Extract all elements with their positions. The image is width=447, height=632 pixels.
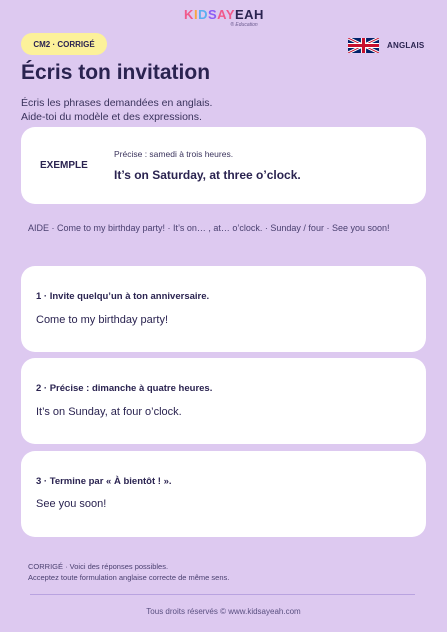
logo-wordmark: KIDSAYEAH	[184, 7, 264, 22]
answer-field-2[interactable]: It’s on Sunday, at four o’clock.	[36, 406, 182, 418]
instructions	[21, 96, 212, 124]
answer-key-note	[28, 561, 229, 583]
answer-field-3[interactable]: See you soon!	[36, 498, 107, 510]
instruction-line: Écris les phrases demandées en anglais.	[21, 97, 213, 109]
question-card-2	[21, 358, 426, 444]
uk-flag-icon	[348, 38, 379, 53]
question-label-1: 1 · Invite quelqu’un à ton anniversaire.	[36, 291, 210, 302]
level-badge: CM2 · CORRIGÉ	[21, 33, 107, 55]
answer-key-line: CORRIGÉ · Voici des réponses possibles.	[28, 562, 169, 571]
copyright-footer: Tous droits réservés © www.kidsayeah.com	[146, 607, 301, 616]
example-label: EXEMPLE	[40, 160, 88, 171]
question-card-1	[21, 266, 426, 352]
page-title: Écris ton invitation	[21, 61, 211, 84]
question-label-2: 2 · Précise : dimanche à quatre heures.	[36, 383, 213, 394]
example-hint: Précise : samedi à trois heures.	[114, 149, 234, 159]
help-expressions: AIDE · Come to my birthday party! · It’s on… , at… o’clock. · Sunday / four · See you soon!	[28, 223, 390, 233]
logo-subtitle: ® Education	[230, 22, 258, 28]
example-answer: It’s on Saturday, at three o’clock.	[114, 168, 301, 182]
footer-divider	[30, 594, 415, 595]
question-label-3: 3 · Termine par « À bientôt ! ».	[36, 476, 172, 487]
answer-field-1[interactable]: Come to my birthday party!	[36, 314, 169, 326]
question-card-3	[21, 451, 426, 537]
kidsayeah-logo	[182, 8, 266, 28]
instruction-line: Aide-toi du modèle et des expressions.	[21, 111, 202, 123]
answer-key-line: Acceptez toute formulation anglaise correcte de même sens.	[28, 573, 230, 582]
language-label: ANGLAIS	[387, 41, 425, 50]
